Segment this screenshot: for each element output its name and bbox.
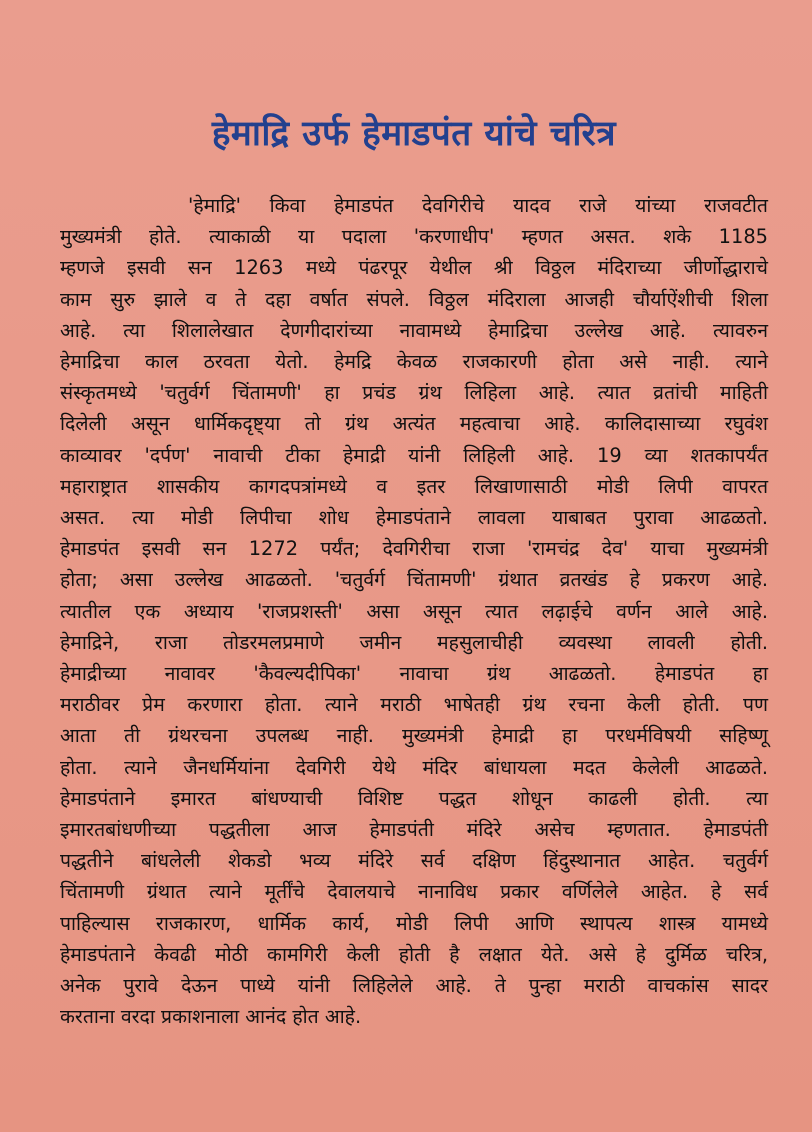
paragraph-line: पद्धतीने बांधलेली शेकडो भव्य मंदिरे सर्व दक्षिण हिंदुस्थानात आहेत. चतुर्वर्ग (60, 849, 768, 873)
paragraph-line: हेमाडपंत इसवी सन 1272 पर्यंत; देवगिरीचा राजा 'रामचंद्र देव' याचा मुख्यमंत्री (60, 537, 768, 561)
paragraph-line: हेमाद्रिचा काल ठरवता येतो. हेमद्रि केवळ राजकारणी होता असे नाही. त्याने (60, 350, 768, 374)
paragraph-line: काम सुरु झाले व ते दहा वर्षात संपले. विठ्ठल मंदिराला आजही चौर्याऐंशीची शिला (60, 287, 768, 311)
page-title: हेमाद्रि उर्फ हेमाडपंत यांचे चरित्र (211, 114, 617, 154)
paragraph-line: मराठीवर प्रेम करणारा होता. त्याने मराठी भाषेतही ग्रंथ रचना केली होती. पण (60, 693, 768, 717)
paragraph-line: दिलेली असून धार्मिकदृष्ट्या तो ग्रंथ अत्यंत महत्वाचा आहे. कालिदासाच्या रघुवंश (60, 412, 768, 436)
paragraph-line: करताना वरदा प्रकाशनाला आनंद होत आहे. (60, 1005, 362, 1029)
paragraph-line: होता. त्याने जैनधर्मियांना देवगिरी येथे मंदिर बांधायला मदत केलेली आढळते. (60, 755, 768, 779)
paragraph-line: संस्कृतमध्ये 'चतुर्वर्ग चिंतामणी' हा प्रचंड ग्रंथ लिहिला आहे. त्यात व्रतांची माहिती (60, 381, 768, 405)
paragraph-line: आता ती ग्रंथरचना उपलब्ध नाही. मुख्यमंत्री हेमाद्री हा परधर्मविषयी सहिष्णू (60, 724, 768, 748)
paragraph-line: मुख्यमंत्री होते. त्याकाळी या पदाला 'करणाधीप' म्हणत असत. शके 1185 (60, 225, 768, 249)
paragraph-line: होता; असा उल्लेख आढळतो. 'चतुर्वर्ग चिंतामणी' ग्रंथात व्रतखंड हे प्रकरण आहे. (60, 568, 768, 592)
paragraph-line: इमारतबांधणीच्या पद्धतीला आज हेमाडपंती मंदिरे असेच म्हणतात. हेमाडपंती (60, 818, 768, 842)
paragraph-line: हेमाडपंताने इमारत बांधण्याची विशिष्ट पद्धत शोधून काढली होती. त्या (60, 786, 768, 810)
paragraph-line: हेमाद्रिने, राजा तोडरमलप्रमाणे जमीन महसुलाचीही व्यवस्था लावली होती. (60, 630, 768, 654)
paragraph-line: पाहिल्यास राजकारण, धार्मिक कार्य, मोडी लिपी आणि स्थापत्य शास्त्र यामध्ये (60, 911, 768, 935)
paragraph-line: महाराष्ट्रात शासकीय कागदपत्रांमध्ये व इतर लिखाणासाठी मोडी लिपी वापरत (60, 474, 768, 498)
paragraph-line: म्हणजे इसवी सन 1263 मध्ये पंढरपूर येथील श्री विठ्ठल मंदिराच्या जीर्णोद्धाराचे (60, 256, 768, 280)
paragraph-line: त्यातील एक अध्याय 'राजप्रशस्ती' असा असून त्यात लढ़ाईचे वर्णन आले आहे. (60, 599, 768, 623)
paragraph-line: आहे. त्या शिलालेखात देणगीदारांच्या नावामध्ये हेमाद्रिचा उल्लेख आहे. त्यावरुन (60, 318, 768, 342)
paragraph-line: 'हेमाद्रि' किवा हेमाडपंत देवगिरीचे यादव राजे यांच्या राजवटीत (188, 194, 768, 217)
paragraph-line: काव्यावर 'दर्पण' नावाची टीका हेमाद्री यांनी लिहिली आहे. 19 व्या शतकापर्यंत (60, 443, 768, 467)
paragraph-line: अनेक पुरावे देऊन पाध्ये यांनी लिहिलेले आहे. ते पुन्हा मराठी वाचकांस सादर (60, 974, 768, 998)
paragraph-line: हेमाद्रीच्या नावावर 'कैवल्यदीपिका' नावाचा ग्रंथ आढळतो. हेमाडपंत हा (60, 662, 768, 686)
paragraph-line: हेमाडपंताने केवढी मोठी कामगिरी केली होती है लक्षात येते. असे हे दुर्मिळ चरित्र, (60, 942, 768, 966)
paragraph-line: असत. त्या मोडी लिपीचा शोध हेमाडपंताने लावला याबाबत पुरावा आढळतो. (60, 506, 768, 530)
biography-paragraph (60, 190, 768, 1032)
paragraph-line: चिंतामणी ग्रंथात त्याने मूर्तींचे देवालयाचे नानाविध प्रकार वर्णिलेले आहेत. हे सर्व (60, 880, 768, 904)
